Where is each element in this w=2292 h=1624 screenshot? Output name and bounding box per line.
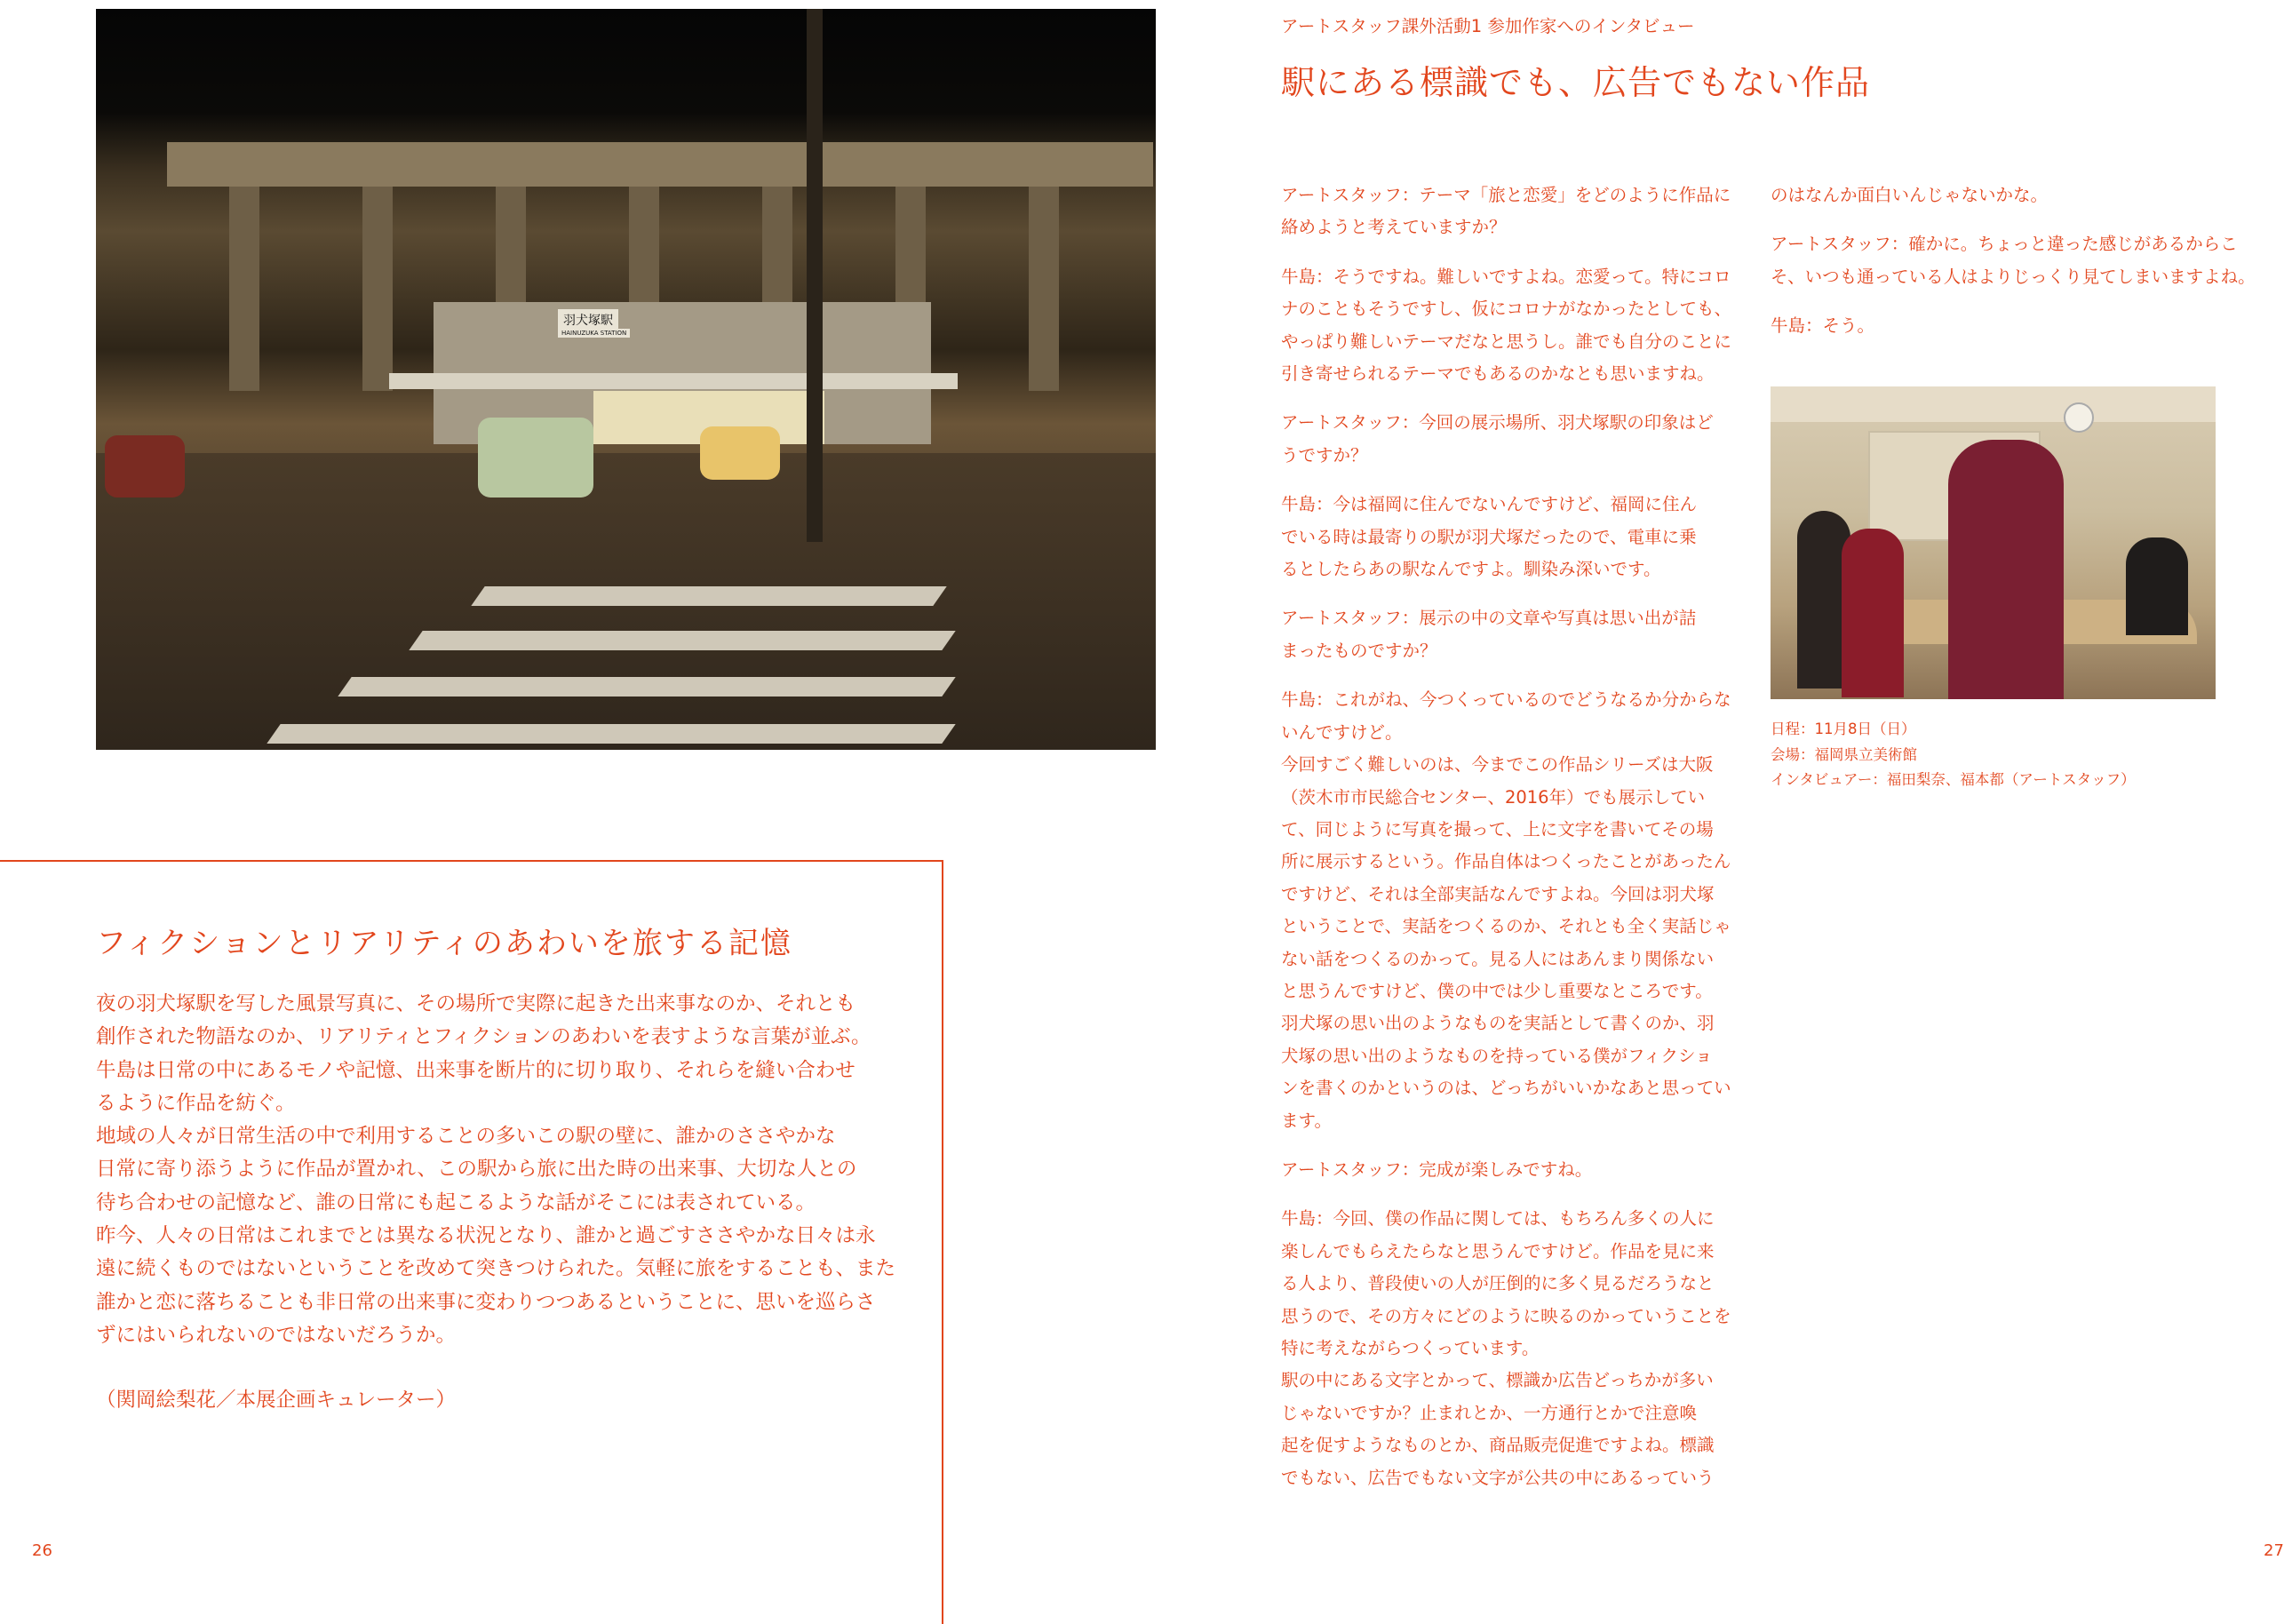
person: [1948, 440, 2064, 699]
essay-line: 誰かと恋に落ちることも非日常の出来事に変わりつつあるということに、思いを巡らさ: [96, 1290, 876, 1314]
interview-line: ない話をつくるのかって。見る人にはあんまり関係ない: [1281, 948, 1715, 969]
interview-line: 思うので、その方々にどのように映るのかっていうことを: [1281, 1305, 1731, 1326]
interview-paragraph: [1281, 1203, 1734, 1365]
essay-line: ずにはいられないのではないだろうか。: [96, 1323, 457, 1347]
interview-line: うですか？: [1281, 444, 1368, 466]
car: [478, 418, 593, 498]
interview-credits: [1771, 717, 2136, 793]
interview-line: る人より、普段使いの人が圧倒的に多く見るだろうなと: [1281, 1273, 1715, 1294]
interview-line: 今回すごく難しいのは、今までこの作品シリーズは大阪: [1281, 754, 1714, 776]
interview-line: 牛島：今回、僕の作品に関しては、もちろん多くの人に: [1281, 1208, 1715, 1230]
interview-line: ですけど、それは全部実話なんですよね。今回は羽犬塚: [1281, 883, 1715, 904]
page-headline: 駅にある標識でも、広告でもない作品: [1281, 63, 1871, 102]
interview-line: て、同じように写真を撮って、上に文字を書いてその場: [1281, 818, 1714, 840]
person: [1842, 529, 1904, 697]
interview-line: アートスタッフ：テーマ「旅と恋愛」をどのように作品に: [1281, 185, 1731, 205]
interview-line: ンを書くのかというのは、どっちがいいかなあと思ってい: [1281, 1078, 1731, 1099]
crosswalk-stripe: [267, 724, 955, 744]
interview-paragraph: [1771, 310, 2224, 342]
interview-line: 絡めようと考えていますか？: [1281, 217, 1507, 238]
interview-line: るとしたらあの駅なんですよ。馴染み深いです。: [1281, 559, 1661, 580]
pillar: [1029, 187, 1059, 391]
interview-paragraph: [1281, 407, 1734, 472]
credit-date: 日程：11月8日（日）: [1771, 720, 1916, 737]
interview-line: 牛島：これがね、今つくっているのでどうなるか分からな: [1281, 689, 1731, 711]
essay-signature: （関岡絵梨花／本展企画キュレーター）: [96, 1389, 457, 1412]
essay-line: るように作品を紡ぐ。: [96, 1091, 296, 1115]
page-number-right: 27: [2264, 1541, 2284, 1560]
taxi: [700, 426, 780, 480]
interview-paragraph: [1281, 684, 1734, 749]
interview-line: アートスタッフ：展示の中の文章や写真は思い出が詰: [1281, 608, 1697, 629]
interview-line: アートスタッフ：完成が楽しみですね。: [1281, 1158, 1593, 1180]
page-number-left: 26: [32, 1541, 52, 1560]
essay-line: 待ち合わせの記憶など、誰の日常にも起こるような話がそこには表されている。: [96, 1190, 816, 1214]
credit-interviewers: インタビュアー：福田梨奈、福本都（アートスタッフ）: [1771, 771, 2136, 788]
essay-title: フィクションとリアリティのあわいを旅する記憶: [96, 926, 792, 961]
crosswalk-stripe: [409, 631, 955, 650]
canopy: [389, 373, 958, 389]
credit-venue: 会場：福岡県立美術館: [1771, 745, 1917, 763]
car: [105, 435, 185, 498]
interview-paragraph: [1771, 179, 2224, 211]
interview-line: 羽犬塚の思い出のようなものを実話として書くのか、羽: [1281, 1013, 1715, 1034]
interview-column-a: [1281, 179, 1734, 1511]
interview-line: そ、いつも通っている人はよりじっくり見てしまいますよね。: [1771, 266, 2256, 287]
essay-line: 遠に続くものではないということを改めて突きつけられた。気軽に旅をすることも、また: [96, 1257, 896, 1281]
station-sign: 羽犬塚駅: [558, 309, 618, 330]
interview-line: と思うんですけど、僕の中では少し重要なところです。: [1281, 980, 1713, 1001]
interview-paragraph: [1281, 489, 1734, 585]
interview-line: 楽しんでもらえたらなと思うんですけど。作品を見に来: [1281, 1240, 1715, 1262]
street-light-pole: [807, 9, 823, 542]
interview-line: でもない、広告でもない文字が公共の中にあるっていう: [1281, 1467, 1715, 1488]
essay-line: 日常に寄り添うように作品が置かれ、この駅から旅に出た時の出来事、大切な人との: [96, 1158, 857, 1182]
clock-icon: [2064, 402, 2094, 433]
interview-line: 牛島：今は福岡に住んでないんですけど、福岡に住ん: [1281, 494, 1698, 515]
essay-line: 夜の羽犬塚駅を写した風景写真に、その場所で実際に起きた出来事なのか、それとも: [96, 992, 856, 1015]
interview-line: まったものですか？: [1281, 640, 1437, 661]
interview-column-b: [1771, 179, 2256, 360]
interview-paragraph: [1281, 749, 1734, 1137]
essay-line: 創作された物語なのか、リアリティとフィクションのあわいを表すような言葉が並ぶ。: [96, 1025, 871, 1049]
interview-line: いんですけど。: [1281, 721, 1403, 743]
interview-paragraph: [1771, 228, 2256, 293]
essay-line: 地域の人々が日常生活の中で利用することの多いこの駅の壁に、誰かのささやかな: [96, 1125, 836, 1149]
crosswalk-stripe: [471, 586, 946, 606]
interview-paragraph: [1281, 261, 1734, 391]
crosswalk-stripe: [338, 677, 955, 697]
interview-line: 牛島：そう。: [1771, 315, 1875, 337]
interview-line: アートスタッフ：今回の展示場所、羽犬塚駅の印象はど: [1281, 412, 1714, 434]
interview-line: 駅の中にある文字とかって、標識か広告どっちかが多い: [1281, 1370, 1714, 1391]
elevated-track: [167, 142, 1153, 187]
interview-line: ということで、実話をつくるのか、それとも全く実話じゃ: [1281, 916, 1731, 937]
interview-line: アートスタッフ：確かに。ちょっと違った感じがあるからこ: [1771, 234, 2238, 255]
interview-line: 特に考えながらつくっています。: [1281, 1338, 1540, 1358]
pillar: [362, 187, 393, 391]
interview-paragraph: [1281, 1365, 1734, 1494]
interview-line: 所に展示するという。作品自体はつくったことがあったん: [1281, 851, 1731, 872]
interview-line: じゃないですか？止まれとか、一方通行とかで注意喚: [1281, 1402, 1698, 1423]
interview-paragraph: [1281, 1154, 1734, 1186]
interview-line: 引き寄せられるテーマでもあるのかなとも思いますね。: [1281, 363, 1715, 385]
person: [2126, 537, 2188, 635]
pillar: [229, 187, 259, 391]
night-station-photo: [96, 9, 1156, 750]
station-romaji: HAINUZUKA STATION: [558, 329, 630, 338]
essay-line: 牛島は日常の中にあるモノや記憶、出来事を断片的に切り取り、それらを縫い合わせ: [96, 1058, 856, 1082]
interview-paragraph: [1281, 602, 1734, 667]
interview-line: 牛島：そうですね。難しいですよね。恋愛って。特にコロ: [1281, 266, 1731, 287]
essay-line: 昨今、人々の日常はこれまでとは異なる状況となり、誰かと過ごすささやかな日々は永: [96, 1224, 876, 1248]
interview-line: でいる時は最寄りの駅が羽犬塚だったので、電車に乗: [1281, 526, 1697, 547]
ceiling: [1771, 386, 2216, 422]
interview-room-photo: [1771, 386, 2216, 699]
interview-line: 起を促すようなものとか、商品販売促進ですよね。標識: [1281, 1435, 1715, 1456]
interview-paragraph: [1281, 179, 1734, 244]
interview-line: ます。: [1281, 1110, 1332, 1131]
interview-line: 犬塚の思い出のようなものを持っている僕がフィクショ: [1281, 1045, 1713, 1066]
interview-line: やっぱり難しいテーマだなと思うし。誰でも自分のことに: [1281, 330, 1732, 352]
interview-line: のはなんか面白いんじゃないかな。: [1771, 185, 2049, 205]
section-kicker: アートスタッフ課外活動1 参加作家へのインタビュー: [1281, 16, 1695, 36]
essay-body: [96, 988, 913, 1352]
interview-line: ナのこともそうですし、仮にコロナがなかったとしても、: [1281, 299, 1732, 320]
interview-line: （茨木市市民総合センター、2016年）でも展示してい: [1281, 786, 1706, 808]
